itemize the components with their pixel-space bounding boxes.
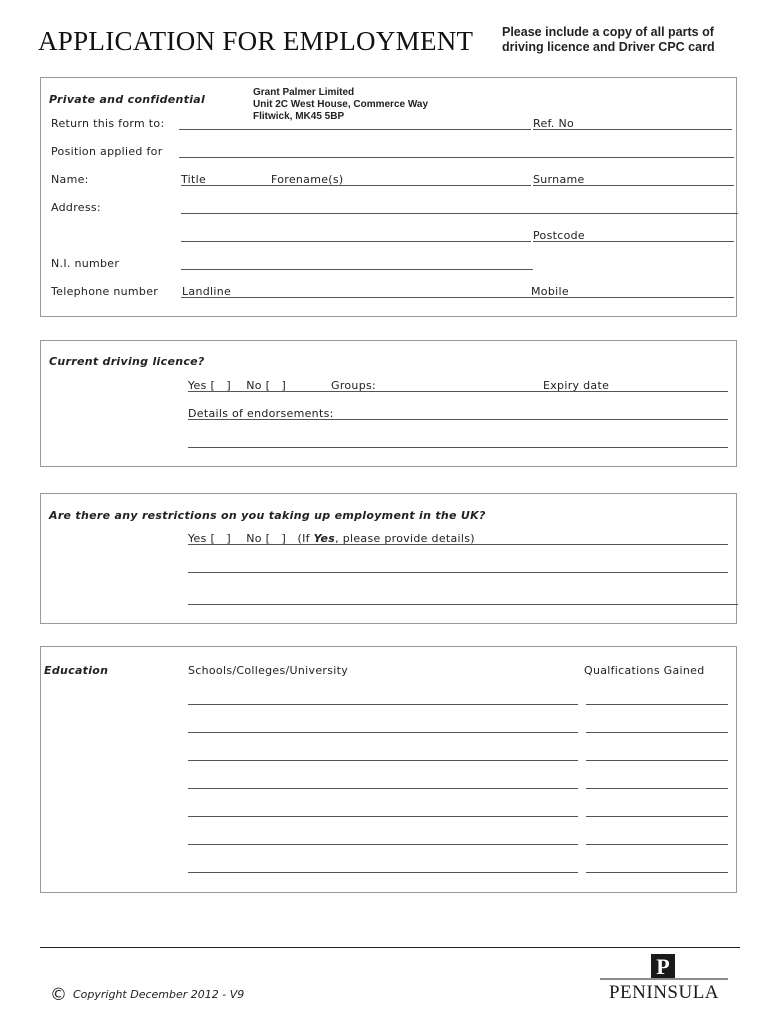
forename-label: Forename(s)	[271, 173, 344, 186]
school-field[interactable]	[188, 760, 578, 761]
driving-licence-heading: Current driving licence?	[49, 355, 205, 368]
restrictions-checkboxes[interactable]: Yes [ ] No [ ]	[188, 532, 287, 545]
note-line-2: driving licence and Driver CPC card	[502, 40, 715, 54]
personal-details-section	[40, 77, 737, 317]
peninsula-logo	[598, 953, 730, 1001]
endorsements-field-2[interactable]	[188, 447, 728, 448]
copyright	[50, 985, 244, 1005]
address-label: Address:	[51, 201, 101, 214]
details-prefix: (If	[297, 532, 314, 545]
postcode-field[interactable]	[533, 241, 734, 242]
logo-wordmark: PENINSULA	[608, 982, 720, 1001]
school-field[interactable]	[188, 788, 578, 789]
qualification-field[interactable]	[586, 872, 728, 873]
schools-label: Schools/Colleges/University	[188, 664, 349, 677]
address-field-1[interactable]	[181, 213, 738, 214]
title-label: Title	[181, 173, 207, 186]
restrictions-section	[40, 493, 737, 624]
address-line-3: Flitwick, MK45 5BP	[253, 111, 345, 122]
copyright-icon: ©	[50, 985, 67, 1005]
ni-number-label: N.I. number	[51, 257, 120, 270]
page-title: APPLICATION FOR EMPLOYMENT	[38, 26, 474, 56]
ni-number-field[interactable]	[181, 269, 533, 270]
landline-label: Landline	[182, 285, 232, 298]
restrictions-heading: Are there any restrictions on you taking up employment in the UK?	[49, 509, 486, 522]
details-yes: Yes	[313, 532, 336, 545]
qualification-field[interactable]	[586, 788, 728, 789]
telephone-label: Telephone number	[51, 285, 159, 298]
mobile-field[interactable]	[531, 297, 734, 298]
name-field[interactable]	[181, 185, 531, 186]
licence-copy-note	[502, 25, 715, 55]
expiry-date-label: Expiry date	[543, 379, 610, 392]
school-field[interactable]	[188, 872, 578, 873]
school-field[interactable]	[188, 704, 578, 705]
restrictions-field-2[interactable]	[188, 572, 728, 573]
groups-label: Groups:	[331, 379, 377, 392]
education-section	[40, 646, 737, 893]
school-field[interactable]	[188, 732, 578, 733]
education-heading: Education	[44, 664, 109, 677]
ref-no-label: Ref. No	[533, 117, 575, 130]
address-line-2: Unit 2C West House, Commerce Way	[253, 99, 429, 110]
private-confidential-heading: Private and confidential	[49, 93, 206, 106]
qualification-field[interactable]	[586, 816, 728, 817]
position-label: Position applied for	[51, 145, 163, 158]
qualification-field[interactable]	[586, 732, 728, 733]
name-label: Name:	[51, 173, 89, 186]
qualification-field[interactable]	[586, 704, 728, 705]
school-field[interactable]	[188, 844, 578, 845]
ref-no-field[interactable]	[533, 129, 732, 130]
restrictions-field-1[interactable]	[188, 544, 728, 545]
return-form-label: Return this form to:	[51, 117, 165, 130]
mobile-label: Mobile	[531, 285, 569, 298]
driving-licence-section	[40, 340, 737, 467]
return-line	[179, 129, 531, 130]
return-address	[253, 87, 428, 123]
qualification-field[interactable]	[586, 760, 728, 761]
qualifications-label: Qualfications Gained	[584, 664, 705, 677]
position-field[interactable]	[179, 157, 734, 158]
endorsements-label: Details of endorsements:	[188, 407, 334, 420]
restrictions-field-3[interactable]	[188, 604, 738, 605]
groups-expiry-field[interactable]	[188, 391, 728, 392]
address-line-1: Grant Palmer Limited	[253, 87, 355, 98]
footer-rule	[40, 947, 740, 948]
licence-yes-no-checkboxes[interactable]: Yes [ ] No [ ]	[188, 379, 287, 392]
copyright-text: Copyright December 2012 - V9	[73, 988, 245, 1001]
address-field-2[interactable]	[181, 241, 531, 242]
postcode-label: Postcode	[533, 229, 585, 242]
note-line-1: Please include a copy of all parts of	[502, 25, 714, 39]
landline-field[interactable]	[181, 297, 531, 298]
school-field[interactable]	[188, 816, 578, 817]
qualification-field[interactable]	[586, 844, 728, 845]
surname-label: Surname	[533, 173, 585, 186]
endorsements-field-1[interactable]	[188, 419, 728, 420]
logo-letter: P	[656, 954, 670, 979]
surname-field[interactable]	[533, 185, 734, 186]
details-suffix: , please provide details)	[335, 532, 475, 545]
